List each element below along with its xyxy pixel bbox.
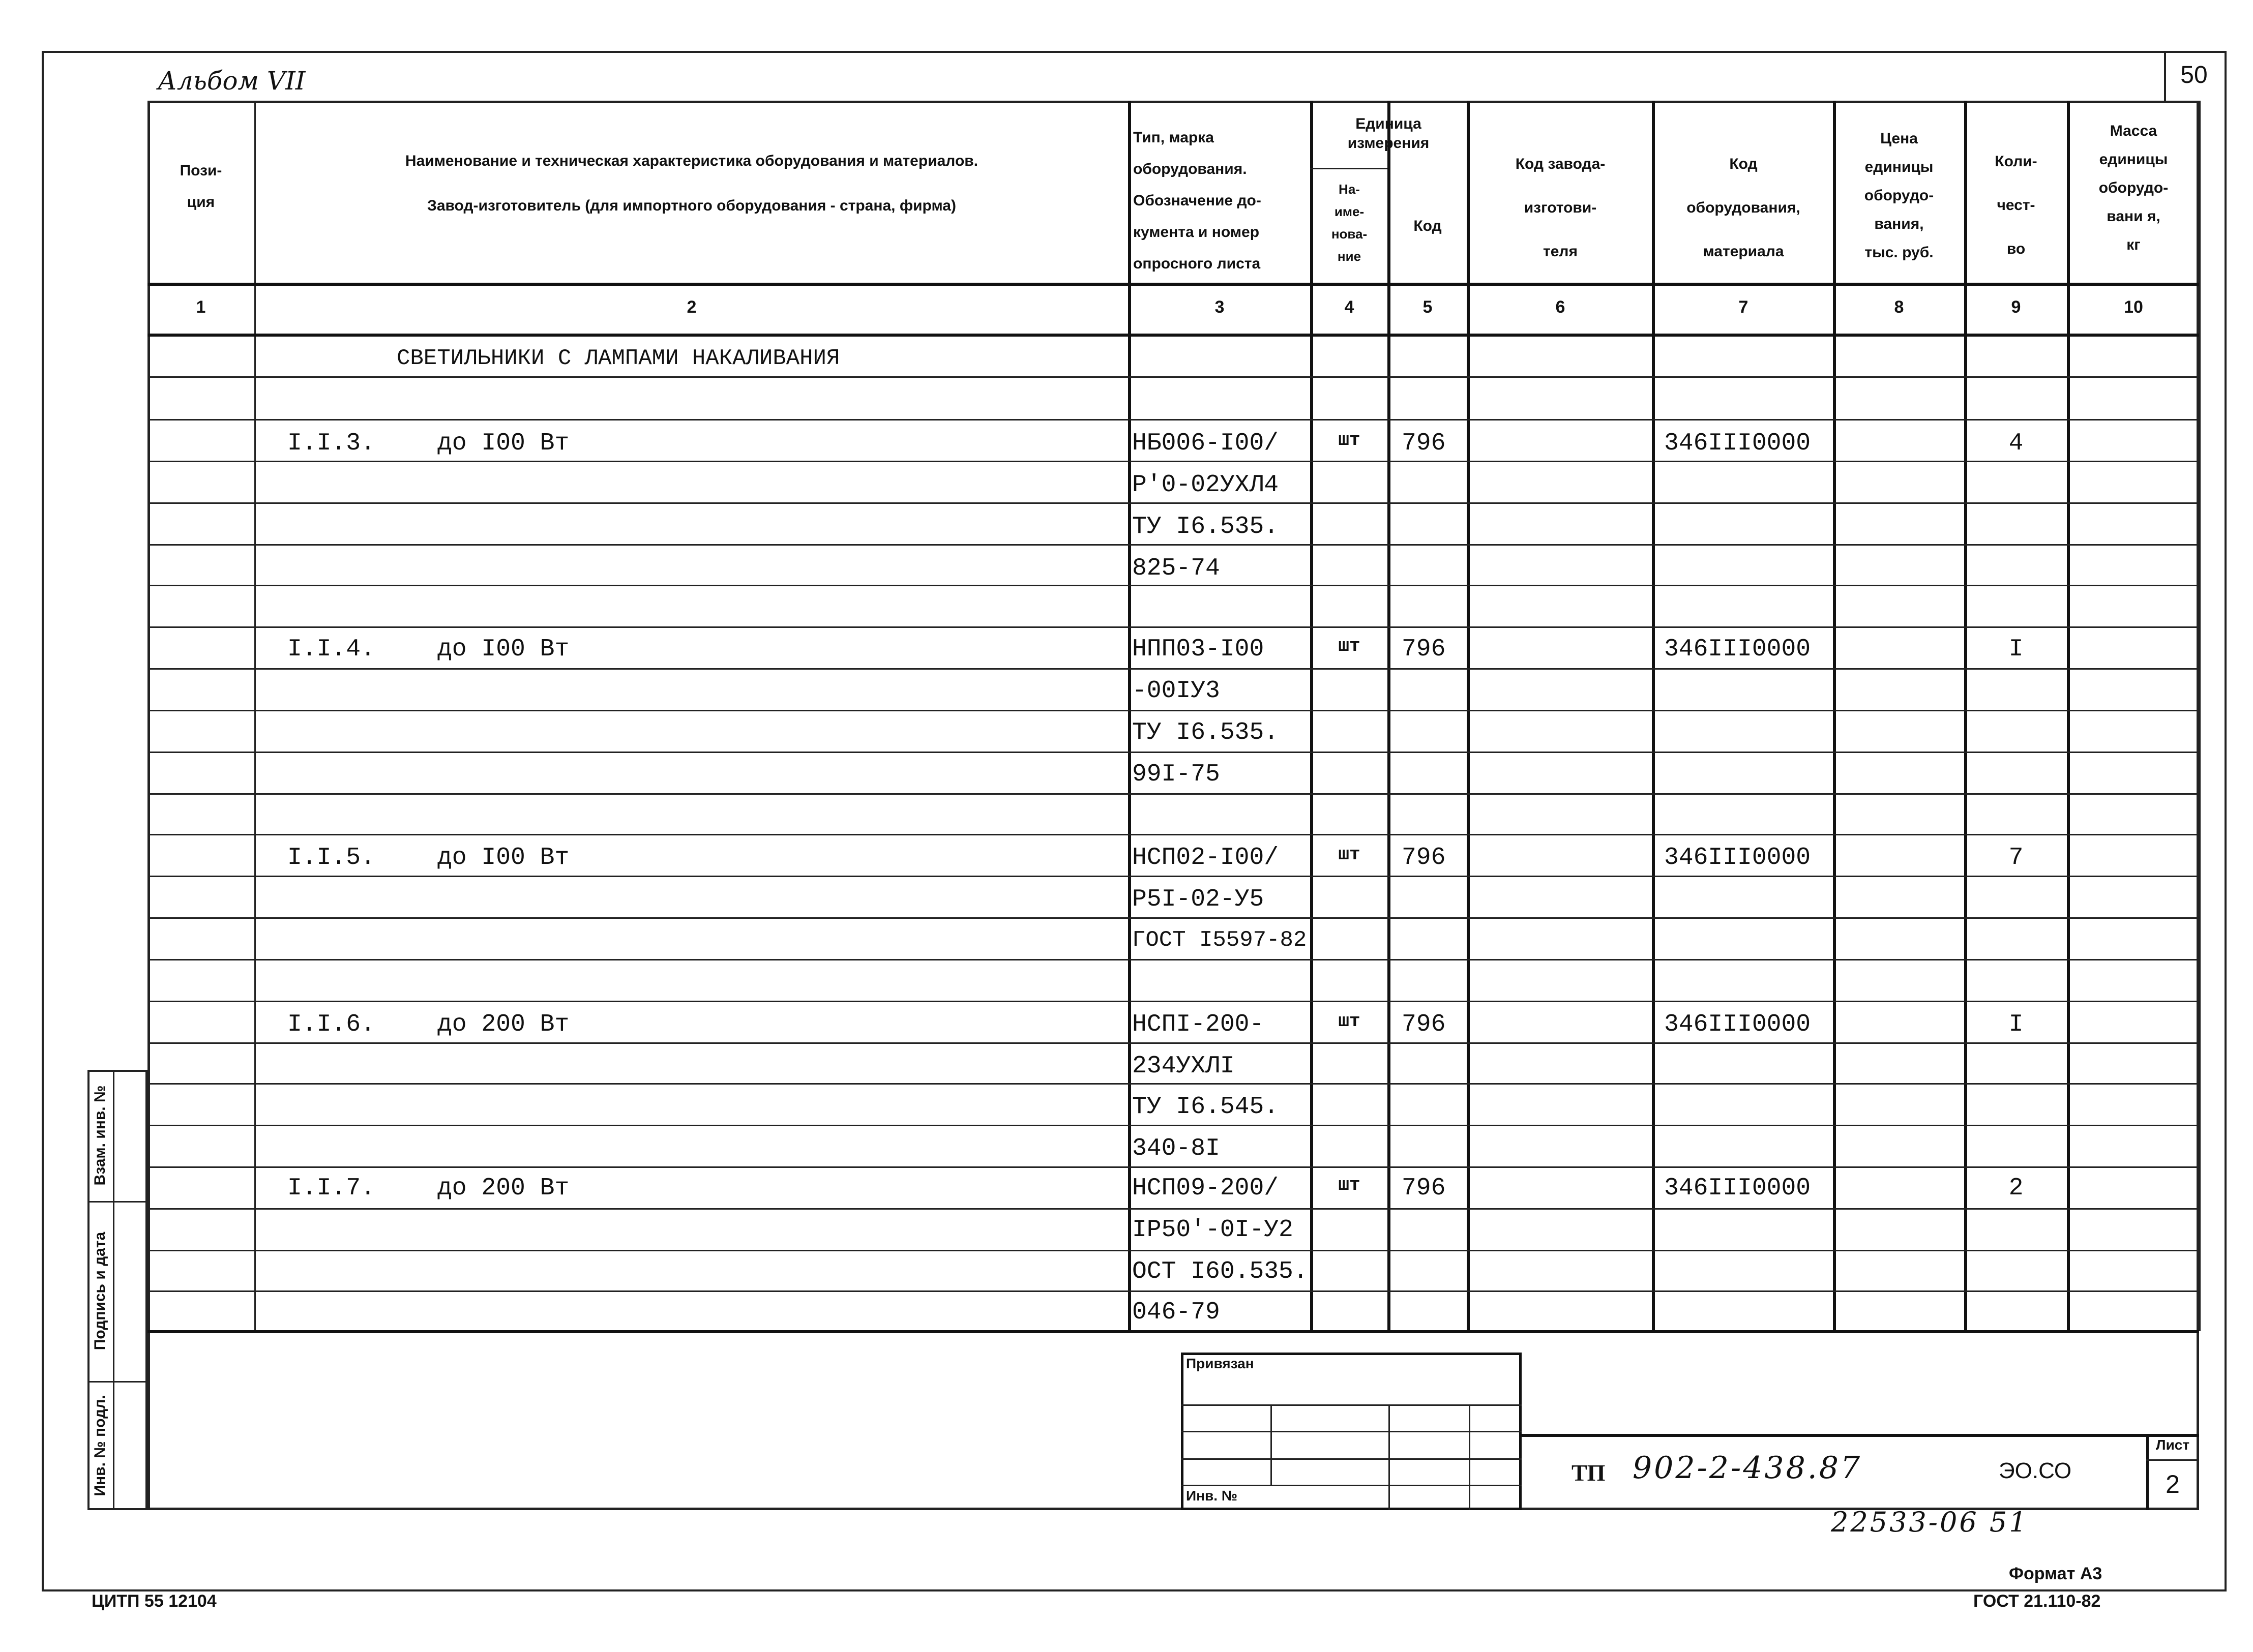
item-unit-code: 796 [1402,430,1446,457]
item-type-line: 046-79 [1132,1299,1220,1326]
item-unit: шт [1338,430,1360,450]
inv-no-label: Инв. № [1186,1488,1238,1504]
doc-number: 902-2-438.87 [1633,1450,1862,1486]
item-type-line: IP50'-0I-У2 [1132,1216,1293,1244]
item-unit-code: 796 [1402,844,1446,872]
header-name: Наименование и техническая характеристика оборудования и материалов. [405,153,979,169]
doc-prefix: ТП [1572,1460,1606,1486]
item-type-line: -00IУ3 [1132,677,1220,705]
colnum-1: 1 [196,297,206,317]
colnum-10: 10 [2124,297,2143,317]
item-type-line: 825-74 [1132,555,1220,582]
header-maker-code: Код завода- изготови- теля [1515,156,1606,260]
header-quantity: Коли- чест- во [1995,153,2037,257]
item-type-line: ТУ I6.545. [1132,1093,1279,1121]
header-price: Цена единицы оборудо- вания, тыс. руб. [1864,130,1934,261]
colnum-7: 7 [1738,297,1748,317]
item-type-line: ГОСТ I5597-82 [1132,927,1307,953]
header-type: Тип, марка оборудования. Обозначение до- кумента и номер опросного листа [1133,129,1261,272]
header-mass: Масса единицы оборудо- вани я, кг [2098,123,2169,253]
sheet-number: 2 [2166,1470,2180,1498]
item-type-line: Р'0-02УХЛ4 [1132,471,1279,499]
item-unit-code: 796 [1402,636,1446,663]
item-unit: шт [1338,1175,1360,1195]
item-quantity: 4 [2008,430,2024,457]
format-label: Формат А3 [2009,1564,2102,1583]
header-unit-code: Код [1413,218,1442,234]
item-type-line: Р5I-02-У5 [1132,886,1264,913]
page-number: 50 [2180,62,2208,88]
header-unit: Единица измерения [1347,115,1430,152]
stamp-signature-date: Подпись и дата [92,1232,108,1350]
colnum-8: 8 [1894,297,1904,317]
bound-label: Привязан [1186,1356,1254,1371]
item-type-line: НСП02-I00/ [1132,844,1279,872]
item-quantity: I [2008,1011,2024,1038]
item-equipment-code: 346III0000 [1664,1175,1811,1202]
header-position: Пози- ция [180,162,222,211]
archive-number: 22533-06 51 [1831,1506,2029,1538]
sheet-label: Лист [2155,1437,2190,1453]
item-type-line: НБ006-I00/ [1132,430,1279,457]
item-position: I.I.5. [287,844,375,872]
header-unit-name: На- име- нова- ние [1331,182,1368,264]
item-equipment-code: 346III0000 [1664,430,1811,457]
item-type-line: ТУ I6.535. [1132,513,1279,540]
stamp-replaced-inv: Взам. инв. № [92,1085,108,1186]
item-quantity: 7 [2008,844,2024,872]
item-name: до I00 Вт [437,636,570,663]
item-equipment-code: 346III0000 [1664,636,1811,663]
colnum-5: 5 [1422,297,1433,317]
stamp-inv-orig: Инв. № подл. [92,1395,108,1496]
item-unit: шт [1338,1011,1360,1032]
item-position: I.I.7. [287,1175,375,1202]
album-label: Альбом VII [158,66,306,96]
item-type-line: 340-8I [1132,1135,1220,1162]
item-name: до 200 Вт [437,1175,570,1202]
item-type-line: 234УХЛI [1132,1053,1235,1080]
colnum-4: 4 [1344,297,1354,317]
header-manufacturer: Завод-изготовитель (для импортного оборудования - страна, фирма) [427,197,956,214]
item-type-line: НСПI-200- [1132,1011,1264,1038]
item-quantity: I [2008,636,2024,663]
gost-label: ГОСТ 21.110-82 [1973,1591,2101,1611]
header-equipment-code: Код оборудования, материала [1686,156,1800,260]
item-name: до I00 Вт [437,844,570,872]
colnum-9: 9 [2011,297,2021,317]
section-code: ЭО.СО [1999,1458,2072,1483]
colnum-3: 3 [1214,297,1225,317]
item-position: I.I.3. [287,430,375,457]
item-unit-code: 796 [1402,1175,1446,1202]
item-unit: шт [1338,636,1360,656]
item-type-line: 99I-75 [1132,761,1220,788]
item-type-line: ОСТ I60.535. [1132,1258,1308,1285]
section-title: СВЕТИЛЬНИКИ С ЛАМПАМИ НАКАЛИВАНИЯ [397,346,840,371]
colnum-2: 2 [687,297,697,317]
item-type-line: ТУ I6.535. [1132,719,1279,746]
footer-left: ЦИТП 55 12104 [92,1591,217,1611]
item-type-line: НПП03-I00 [1132,636,1264,663]
item-position: I.I.6. [287,1011,375,1038]
item-equipment-code: 346III0000 [1664,844,1811,872]
item-type-line: НСП09-200/ [1132,1175,1279,1202]
item-name: до I00 Вт [437,430,570,457]
item-quantity: 2 [2008,1175,2024,1202]
item-position: I.I.4. [287,636,375,663]
item-equipment-code: 346III0000 [1664,1011,1811,1038]
item-name: до 200 Вт [437,1011,570,1038]
colnum-6: 6 [1555,297,1565,317]
item-unit: шт [1338,844,1360,865]
item-unit-code: 796 [1402,1011,1446,1038]
